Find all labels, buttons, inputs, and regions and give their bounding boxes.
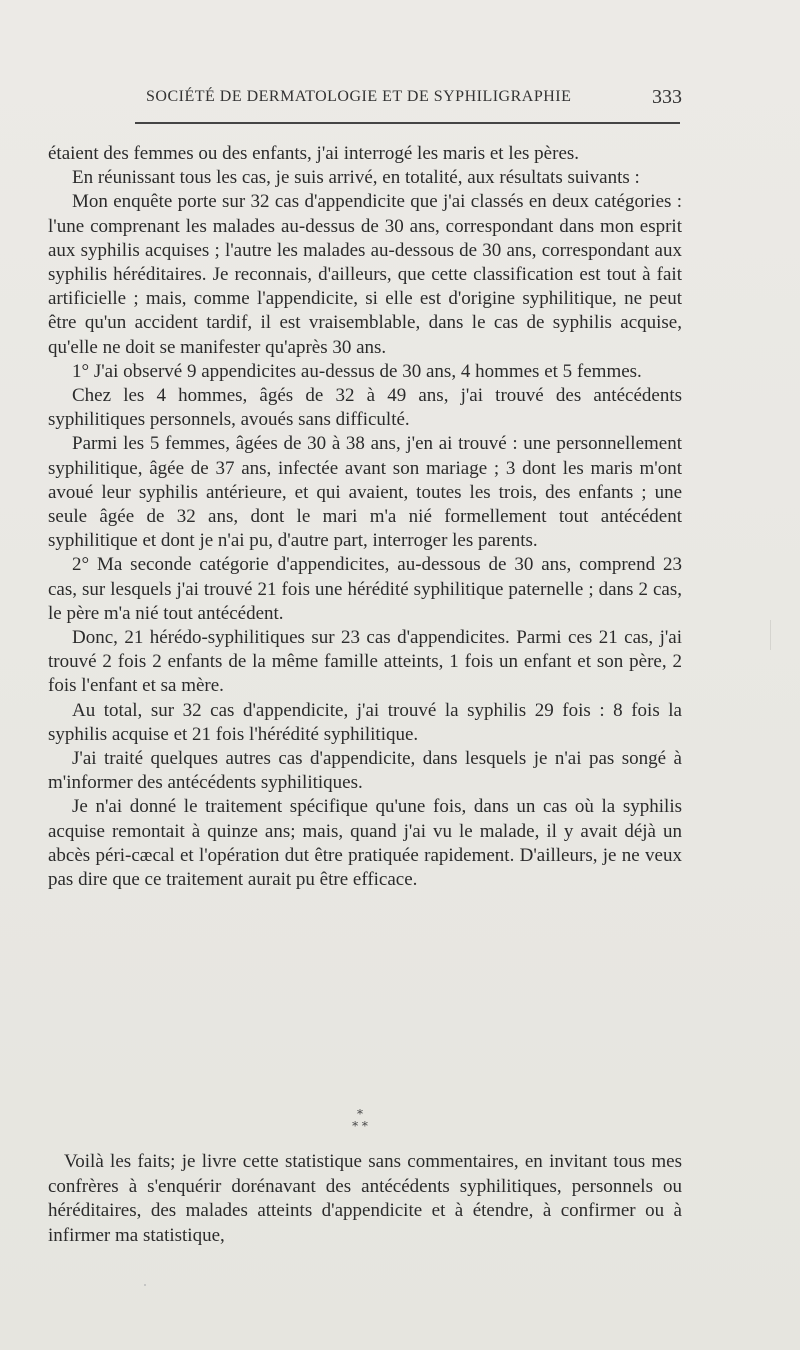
paragraph: Au total, sur 32 cas d'appendicite, j'ai trouvé la syphilis 29 fois : 8 fois la syphilis acquise et 21 fois l'hérédité syphilitique. <box>48 699 682 745</box>
page-number: 333 <box>652 86 682 108</box>
paragraph: Donc, 21 hérédo-syphilitiques sur 23 cas d'appendicites. Parmi ces 21 cas, j'ai trouvé 2 fois 2 enfants de la même famille atteints, 1 fois un enfant et son père, 2 fois l'enfant et sa mère. <box>48 627 682 697</box>
running-header <box>140 86 686 114</box>
separator-bottom-stars: * * <box>352 1119 368 1133</box>
paragraph: Parmi les 5 femmes, âgées de 30 à 38 ans, j'en ai trouvé : une personnellement syphilitique, âgée de 37 ans, infectée avant son mariage ; 3 dont les maris m'ont avoué leur syphilis antérieure, et qui avaient, toutes les trois, des enfants ; une seule âgée de 32 ans, dont le mari m'a nié formellement tout antécédent syphilitique et dont je n'ai pu, d'autre part, interroger les parents. <box>48 433 682 552</box>
running-title: SOCIÉTÉ DE DERMATOLOGIE ET DE SYPHILIGRAPHIE <box>146 88 572 105</box>
paragraph: Chez les 4 hommes, âgés de 32 à 49 ans, j'ai trouvé des antécédents syphilitiques personnels, avoués sans difficulté. <box>48 385 682 431</box>
paragraph: Je n'ai donné le traitement spécifique qu'une fois, dans un cas où la syphilis acquise remontait à quinze ans; mais, quand j'ai vu le malade, il y avait déjà un abcès péri-cæcal et l'opération dut être pratiquée rapidement. D'ailleurs, je ne veux pas dire que ce traitement aurait pu être efficace. <box>48 796 682 891</box>
paper-edge-mark <box>770 620 771 650</box>
closing-paragraph: Voilà les faits; je livre cette statistique sans commentaires, en invitant tous mes confrères à s'enquérir dorénavant des antécédents syphilitiques, personnels ou héréditaires, des malades atteints d'appendicite et à étendre, à confirmer ou à infirmer ma statistique, <box>48 1151 682 1246</box>
paragraph: 2° Ma seconde catégorie d'appendicites, au-dessous de 30 ans, comprend 23 cas, sur lesquels j'ai trouvé 21 fois une hérédité syphilitique paternelle ; dans 2 cas, le père m'a nié tout antécédent. <box>48 554 682 624</box>
paragraph: J'ai traité quelques autres cas d'appendicite, dans lesquels je n'ai pas songé à m'informer des antécédents syphilitiques. <box>48 748 682 794</box>
header-rule <box>135 122 680 124</box>
separator-top-star: * <box>357 1107 363 1121</box>
paragraph-continuation: étaient des femmes ou des enfants, j'ai interrogé les maris et les pères. <box>48 143 580 164</box>
paper-speck <box>144 1284 146 1286</box>
paragraph: 1° J'ai observé 9 appendicites au-dessus de 30 ans, 4 hommes et 5 femmes. <box>72 360 642 382</box>
paragraph: Mon enquête porte sur 32 cas d'appendicite que j'ai classés en deux catégories : l'une comprenant les malades au-dessus de 30 ans, correspondant dans mon esprit aux syphilis acquises ; l'autre les malades au-dessous de 30 ans, correspondant aux syphilis héréditaires. Je reconnais, d'ailleurs, que cette classification est tout à fait artificielle ; mais, comme l'appendicite, si elle est d'origine syphilitique, ne peut être qu'un accident tardif, il est vraisemblable, dans le cas de syphilis acquise, qu'elle ne doit se manifester qu'après 30 ans. <box>48 191 682 358</box>
paragraph: En réunissant tous les cas, je suis arrivé, en totalité, aux résultats suivants : <box>72 167 640 189</box>
body-text <box>48 142 682 892</box>
closing-text <box>48 1150 682 1248</box>
section-separator <box>340 1108 380 1132</box>
